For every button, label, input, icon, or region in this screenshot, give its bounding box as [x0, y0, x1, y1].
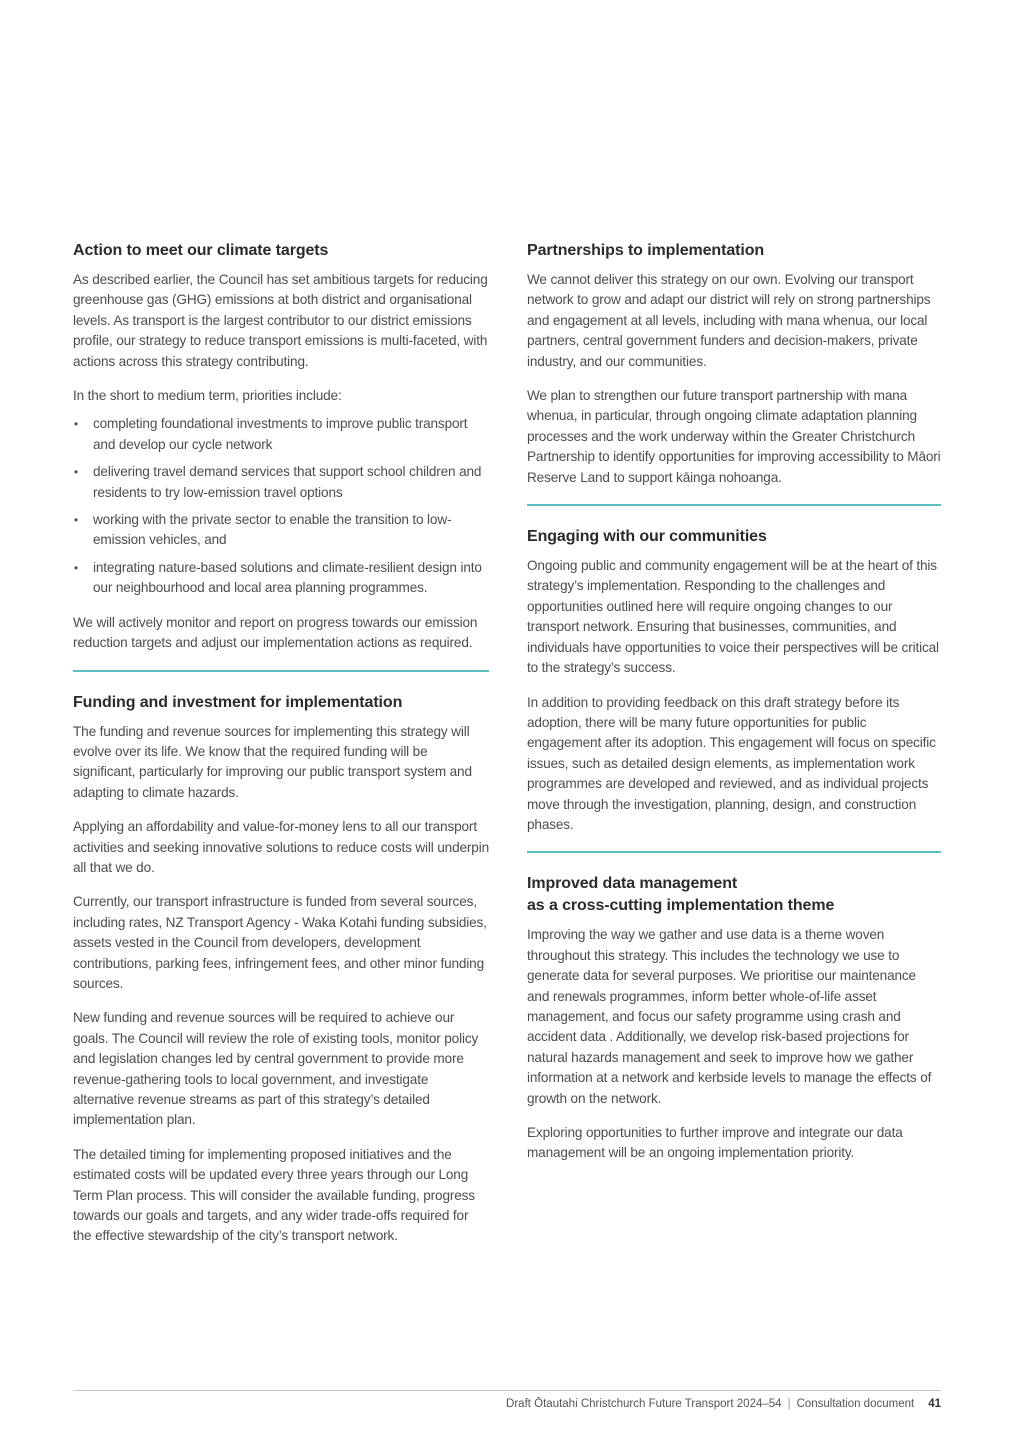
section-heading: Partnerships to implementation	[527, 242, 765, 259]
footer-document-type: Consultation document	[796, 1398, 915, 1410]
bullet-icon: •	[74, 465, 79, 480]
paragraph: In the short to medium term, priorities include:	[73, 388, 342, 404]
section-heading: Action to meet our climate targets	[73, 242, 329, 259]
list-item: • working with the private sector to enable the transition to low-emission vehicles, and	[74, 512, 452, 548]
list-item: • completing foundational investments to improve public transport and develop our cycle network	[74, 416, 468, 452]
section-data-management	[527, 873, 941, 1163]
section-climate-targets	[73, 240, 489, 654]
paragraph: We cannot deliver this strategy on our own. Evolving our transport network to grow and adapt our district will rely on strong partnerships and engagement at all levels, including with mana whenua, our local partners, central government funders and decision-makers, private industry, and our communities.	[527, 272, 931, 369]
section-divider	[73, 670, 489, 672]
section-funding-investment	[73, 692, 489, 1247]
page-number: 41	[928, 1398, 941, 1410]
bullet-icon: •	[74, 560, 79, 575]
section-heading: Engaging with our communities	[527, 528, 767, 546]
paragraph: We will actively monitor and report on progress towards our emission reduction targets and adjust our implementation actions as required.	[73, 614, 478, 651]
paragraph: The funding and revenue sources for implementing this strategy will evolve over its life. We know that the required funding will be significant, particularly for improving our public transport system and adapting to climate hazards.	[73, 723, 472, 800]
section-divider	[527, 851, 941, 853]
paragraph: Applying an affordability and value-for-money lens to all our transport activities and seeking innovative solutions to reduce costs will underpin all that we do.	[73, 819, 489, 875]
priorities-list	[73, 414, 489, 598]
footer-separator: |	[787, 1398, 791, 1410]
paragraph: Currently, our transport infrastructure is funded from several sources, including rates, NZ Transport Agency - Waka Kotahi funding subsidies, assets vested in the Council from developers, development contributions, parking fees, infringement fees, and other minor funding sources.	[73, 894, 487, 991]
list-item: • delivering travel demand services that support school children and residents to try low-emission travel options	[74, 464, 482, 500]
right-column	[527, 240, 941, 1178]
section-partnerships	[527, 240, 941, 488]
footer-document-title: Draft Ōtautahi Christchurch Future Transport 2024–54	[506, 1398, 782, 1410]
paragraph: As described earlier, the Council has set ambitious targets for reducing greenhouse gas (GHG) emissions at both district and organisational levels. As transport is the largest contributor to our district emissions profile, our strategy to reduce transport emissions is multi-faceted, with actions across this strategy contributing.	[73, 272, 488, 369]
left-column	[73, 240, 489, 1261]
paragraph: Ongoing public and community engagement will be at the heart of this strategy’s implementation. Responding to the challenges and opportunities outlined here will require ongoing changes to our transport network. Ensuring that businesses, communities, and individuals have opportunities to voice their perspectives will be critical to the strategy’s success.	[527, 558, 939, 676]
page-footer	[506, 1398, 941, 1410]
section-divider	[527, 504, 941, 506]
bullet-icon: •	[74, 417, 79, 432]
section-engaging-communities	[527, 526, 941, 835]
list-item: • integrating nature-based solutions and climate-resilient design into our neighbourhood and local area planning programmes.	[74, 559, 482, 596]
paragraph: Exploring opportunities to further improve and integrate our data management will be an ongoing implementation priority.	[527, 1125, 903, 1161]
paragraph: Improving the way we gather and use data is a theme woven throughout this strategy. This includes the technology we use to generate data for several purposes. We prioritise our maintenance and renewals programmes, inform better whole-of-life asset management, and focus our safety programme using crash and accident data . Additionally, we develop risk-based projections for natural hazards management and seek to improve how we gather information at a network and kerbside levels to manage the effects of growth on the network.	[527, 927, 932, 1106]
section-heading: Funding and investment for implementation	[73, 693, 403, 711]
paragraph: We plan to strengthen our future transport partnership with mana whenua, in particular, through ongoing climate adaptation planning processes and the work underway within the Greater Christchurch Partnership to identify opportunities for improving accessibility to Māori Reserve Land to support kāinga nohoanga.	[527, 388, 941, 485]
bullet-icon: •	[74, 513, 79, 528]
paragraph: New funding and revenue sources will be required to achieve our goals. The Council will review the role of existing tools, monitor policy and legislation changes led by central government to provide more revenue-gathering tools to local government, and investigate alternative revenue streams as part of this strategy’s detailed implementation plan.	[73, 1010, 479, 1128]
section-heading: Improved data management as a cross-cutting implementation theme	[527, 875, 835, 915]
paragraph: In addition to providing feedback on this draft strategy before its adoption, there will be many future opportunities for public engagement after its adoption. This engagement will focus on specific issues, such as detailed design elements, as implementation work programmes are developed and reviewed, and as individual projects move through the investigation, planning, design, and construction phases.	[527, 694, 936, 832]
paragraph: The detailed timing for implementing proposed initiatives and the estimated costs will be updated every three years through our Long Term Plan process. This will consider the available funding, progress towards our goals and targets, and any wider trade-offs required for the effective stewardship of the city’s transport network.	[73, 1146, 475, 1244]
footer-rule	[73, 1390, 941, 1391]
